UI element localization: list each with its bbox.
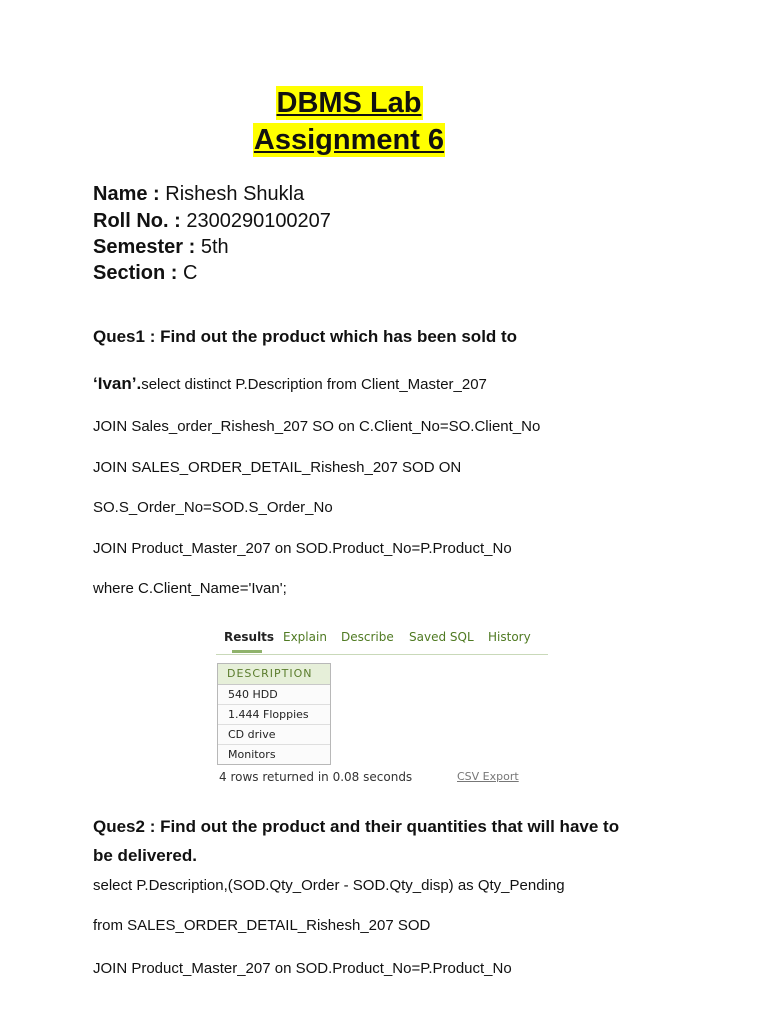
title-line-2: Assignment 6 [253,124,445,156]
title-line-1: DBMS Lab [276,87,422,119]
q2-question: Ques2 : Find out the product and their quantities that will have to [93,817,620,836]
roll-value: 2300290100207 [186,210,331,232]
column-header-description: DESCRIPTION [218,664,330,685]
tab-results[interactable]: Results [224,630,275,644]
q1-sql-6: where C.Client_Name='Ivan'; [93,580,287,597]
q1-sql-4: SO.S_Order_No=SOD.S_Order_No [93,499,333,516]
q1-sql-1: select distinct P.Description from Client_Master_207 [141,376,487,393]
results-screenshot [216,626,550,791]
csv-export-link[interactable]: CSV Export [457,770,519,783]
q1-sql-2: JOIN Sales_order_Rishesh_207 SO on C.Client_No=SO.Client_No [93,418,541,435]
tab-explain[interactable]: Explain [283,630,327,644]
q1-question: Ques1 : Find out the product which has been sold to [93,327,518,346]
q2-question-cont: be delivered. [93,846,197,865]
roll-label: Roll No. : [93,210,181,232]
rows-returned-status: 4 rows returned in 0.08 seconds [219,770,413,784]
q1-sql-3: JOIN SALES_ORDER_DETAIL_Rishesh_207 SOD ON [93,459,462,476]
q1-question-cont: ‘Ivan’. [93,374,142,393]
q2-sql-2: from SALES_ORDER_DETAIL_Rishesh_207 SOD [93,917,431,934]
section-value: C [183,262,198,284]
semester-line [93,234,229,260]
q1-sql-5: JOIN Product_Master_207 on SOD.Product_No=P.Product_No [93,540,512,557]
q1-code-line-1 [93,374,487,395]
tab-history[interactable]: History [488,630,531,644]
roll-line [93,208,331,234]
section-label: Section : [93,262,178,284]
tab-saved-sql[interactable]: Saved SQL [409,630,474,644]
section-line [93,260,197,286]
table-row: CD drive [218,725,330,745]
name-value: Rishesh Shukla [165,183,305,205]
table-row: 540 HDD [218,685,330,705]
table-row: 1.444 Floppies [218,705,330,725]
results-tab-bar [216,626,548,655]
semester-value: 5th [200,236,229,258]
name-line [93,181,304,207]
active-tab-indicator [232,650,262,653]
tab-describe[interactable]: Describe [341,630,394,644]
q2-sql-3: JOIN Product_Master_207 on SOD.Product_No=P.Product_No [93,960,512,977]
q2-sql-1: select P.Description,(SOD.Qty_Order - SOD.Qty_disp) as Qty_Pending [93,877,565,894]
document-title [0,86,698,157]
table-row: Monitors [218,745,330,764]
results-table [217,663,331,765]
name-label: Name : [93,183,160,205]
semester-label: Semester : [93,236,196,258]
